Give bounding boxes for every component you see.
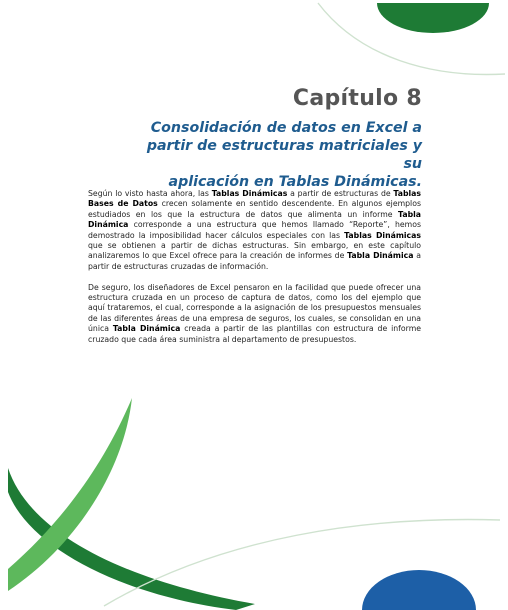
- text-run: que se obtienen a partir de dichas estructuras. Sin embargo, en este capítulo analizaremos lo que Excel ofrece para la creación de informes de: [88, 241, 421, 261]
- chapter-title-line: Consolidación de datos en Excel a: [150, 120, 422, 136]
- bold-term: Tabla Dinámica: [112, 324, 181, 334]
- text-run: creada a partir de las plantillas con estructura de informe cruzado que cada área suministra al departamento de presupuestos.: [88, 324, 422, 344]
- top-green-semicircle: [377, 3, 489, 33]
- text-run: a partir de estructuras cruzadas de información.: [88, 251, 421, 271]
- paragraph: [88, 283, 421, 345]
- chapter-title-line: aplicación en Tablas Dinámicas.: [168, 174, 422, 190]
- bottom-blue-semicircle: [362, 570, 476, 610]
- chapter-label: Capítulo 8: [292, 86, 422, 111]
- text-run: crecen solamente en sentido descendente. En algunos ejemplos estudiados en los que la estructura de datos que alimenta un informe: [88, 199, 421, 219]
- bold-term: Tabla Dinámica: [347, 251, 414, 261]
- text-run: De seguro, los diseñadores de Excel pensaron en la facilidad que puede ofrecer una estructura cruzada en un proceso de captura de datos, como los del ejemplo que aquí trataremos, el cual, corresponde a la asignación de los presupuestos mensuales de las diferentes áreas de una empresa de seguros, los cuales, se consolidan en una única: [88, 282, 421, 334]
- bold-term: Tablas Dinámicas: [211, 189, 288, 198]
- body-text: [88, 189, 421, 355]
- text-run: a partir de estructuras de: [287, 189, 394, 198]
- chapter-title-line: partir de estructuras matriciales y su: [146, 138, 422, 172]
- text-run: corresponde a una estructura que hemos llamado “Reporte”, hemos demostrado la imposibilidad hacer cálculos especiales con las: [88, 220, 421, 240]
- bold-term: Tablas Dinámicas: [344, 230, 421, 240]
- bottom-light-green-swoosh: [8, 398, 132, 591]
- text-run: Según lo visto hasta ahora, las: [88, 189, 212, 198]
- paragraph: [88, 189, 421, 272]
- chapter-title: [130, 119, 422, 191]
- bold-term: Tabla Dinámica: [88, 209, 421, 230]
- bold-term: Tablas Bases de Datos: [88, 189, 421, 209]
